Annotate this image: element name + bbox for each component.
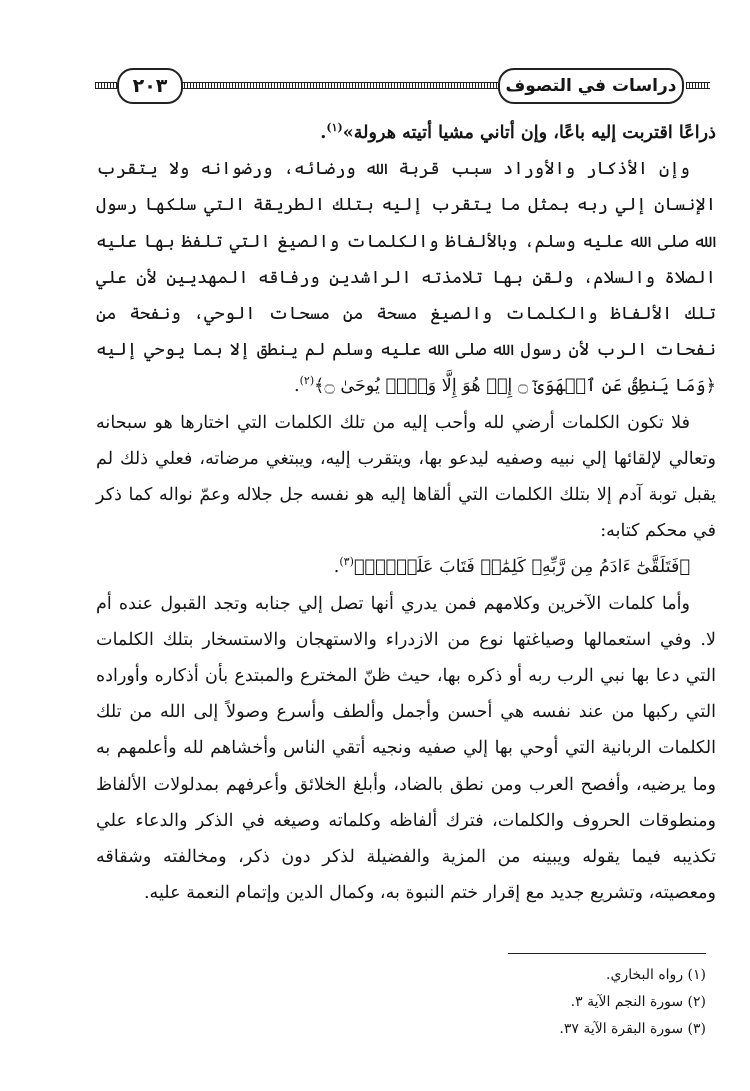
quran-verse: ﴿فَتَلَقَّىٰٓ ءَادَمُ مِن رَّبِّهِۦ كَلِمَٰتٖ فَتَابَ عَلَيۡهِۚ﴾$^{(٣)}$. bbox=[333, 555, 690, 578]
paragraph-adhkar: وإن الأذكار والأوراد سبب قربة الله ورضائه، ورضوانه ولا يتقرب الإنسان إلي ربه بمثل ما يتقرب إليه بتلك الطريقة التي سلكها رسول الله صلى الله عليه وسلم، وبالألفاظ والكلمات والصيغ التي تلفظ بها عليه الصلاة والسلام، ولقن بها تلامذته الراشدين ورفاقه المهديين لأن علي تلك الألفاظ والكلمات والصيغ مسحة من مسحات الوحي، ونفحة من نفحات الرب لأن رسول الله صلى الله عليه وسلم لم ينطق إلا بما يوحي إليه ﴿وَمَا يَنطِقُ عَنِ ٱلۡهَوَىٰٓ ۝ إِنۡ هُوَ إِلَّا وَحۡيٞ يُوحَىٰ ۝﴾$^{(٢)}$. bbox=[96, 159, 716, 397]
header-rule-left bbox=[95, 82, 117, 89]
footnote-ref-2: (٢) bbox=[299, 374, 315, 388]
book-title: دراسات في التصوف bbox=[498, 68, 684, 104]
paragraph-others bbox=[96, 586, 716, 912]
header-rule-middle bbox=[181, 82, 498, 89]
footnote-2: (٢) سورة النجم الآية ٣. bbox=[570, 994, 706, 1010]
paragraph-text: فلا تكون الكلمات أرضي لله وأحب إليه من تلك الكلمات التي اختارها هو سبحانه وتعالي لإلقائها إلي نبيه وصفيه ليدعو بها، ويتقرب إليه، ويبتغي مرضاته، فعلي ذلك لم يقبل توبة آدم إلا بتلك الكلمات التي ألقاها إليه هو نفسه جل جلاله وعمّ نواله كما ذكر في محكم كتابه: bbox=[96, 412, 716, 542]
running-header bbox=[95, 62, 710, 106]
paragraph-text: ذراعًا اقتربت إليه باعًا، وإن أتاني مشيا أتيته هرولة» bbox=[342, 122, 716, 143]
paragraph-text: وإن الأذكار والأوراد سبب قربة الله ورضائه، ورضوانه ولا يتقرب الإنسان إلي ربه بمثل ما يتقرب إليه بتلك الطريقة التي سلكها رسول الله صلى الله عليه وسلم، وبالألفاظ والكلمات والصيغ التي تلفظ بها عليه الصلاة والسلام، ولقن بها تلامذته الراشدين ورفاقه المهديين لأن علي تلك الألفاظ والكلمات والصيغ مسحة من مسحات الوحي، ونفحة من نفحات الرب لأن رسول الله صلى الله عليه وسلم لم ينطق إلا بما يوحي إليه ﴿وَمَا يَنطِقُ عَنِ ٱلۡهَوَىٰٓ ۝ إِنۡ هُوَ إِلَّا وَحۡيٞ يُوحَىٰ ۝﴾ bbox=[96, 159, 716, 397]
footnote-ref-3: (٣) bbox=[339, 555, 354, 569]
footnote-1: (١) رواه البخاري. bbox=[606, 967, 706, 983]
header-rule-right bbox=[686, 82, 710, 89]
footnotes bbox=[300, 962, 706, 1043]
body-text bbox=[96, 115, 716, 911]
footnote-separator bbox=[508, 953, 706, 954]
verse-text: ﴿فَتَلَقَّىٰٓ ءَادَمُ مِن رَّبِّهِۦ كَلِمَٰتٖ فَتَابَ عَلَيۡهِۚ﴾ bbox=[353, 557, 690, 578]
paragraph-kalimat bbox=[96, 405, 716, 550]
paragraph-text: وأما كلمات الآخرين وكلامهم فمن يدري أنها تصل إلي جنابه وتجد القبول عنده أم لا. وفي استعمالها وصياغتها نوع من الازدراء والاستهجان والاستسخار بتلك الكلمات التي دعا بها نبي الرب ربه أو ذكره بها، حيث ظنّ المخترع والمبتدع بأن أذكاره وأوراده التي ركبها من عند نفسه هي أحسن وأجمل وألطف وأسرع وصولاً إلى الله من تلك الكلمات الربانية التي أوحي بها إلي صفيه ونجيه أتقي الناس وأخشاهم لله وأعلمهم به وما يرضيه، وأفصح العرب ومن نطق بالضاد، وأبلغ الخلائق وأعرفهم بمدلولات الألفاظ ومنطوقات الحروف والكلمات، فترك ألفاظه وكلماته وصيغه في الذكر والدعاء علي تكذيبه فيما يقوله ويبينه من المزية والفضيلة لذكر دون ذكر، ومخالفته وشقاقه ومعصيته، وتشريع جديد مع إقرار ختم النبوة به، وكمال الدين وإتمام النعمة عليه. bbox=[96, 593, 716, 904]
paragraph-hadith-end: ذراعًا اقتربت إليه باعًا، وإن أتاني مشيا أتيته هرولة»$^{(١)}$. bbox=[320, 121, 716, 143]
page-number: ٢٠٣ bbox=[117, 68, 183, 104]
footnote-3: (٣) سورة البقرة الآية ٣٧. bbox=[559, 1021, 706, 1037]
footnote-ref-1: (١) bbox=[326, 121, 343, 135]
